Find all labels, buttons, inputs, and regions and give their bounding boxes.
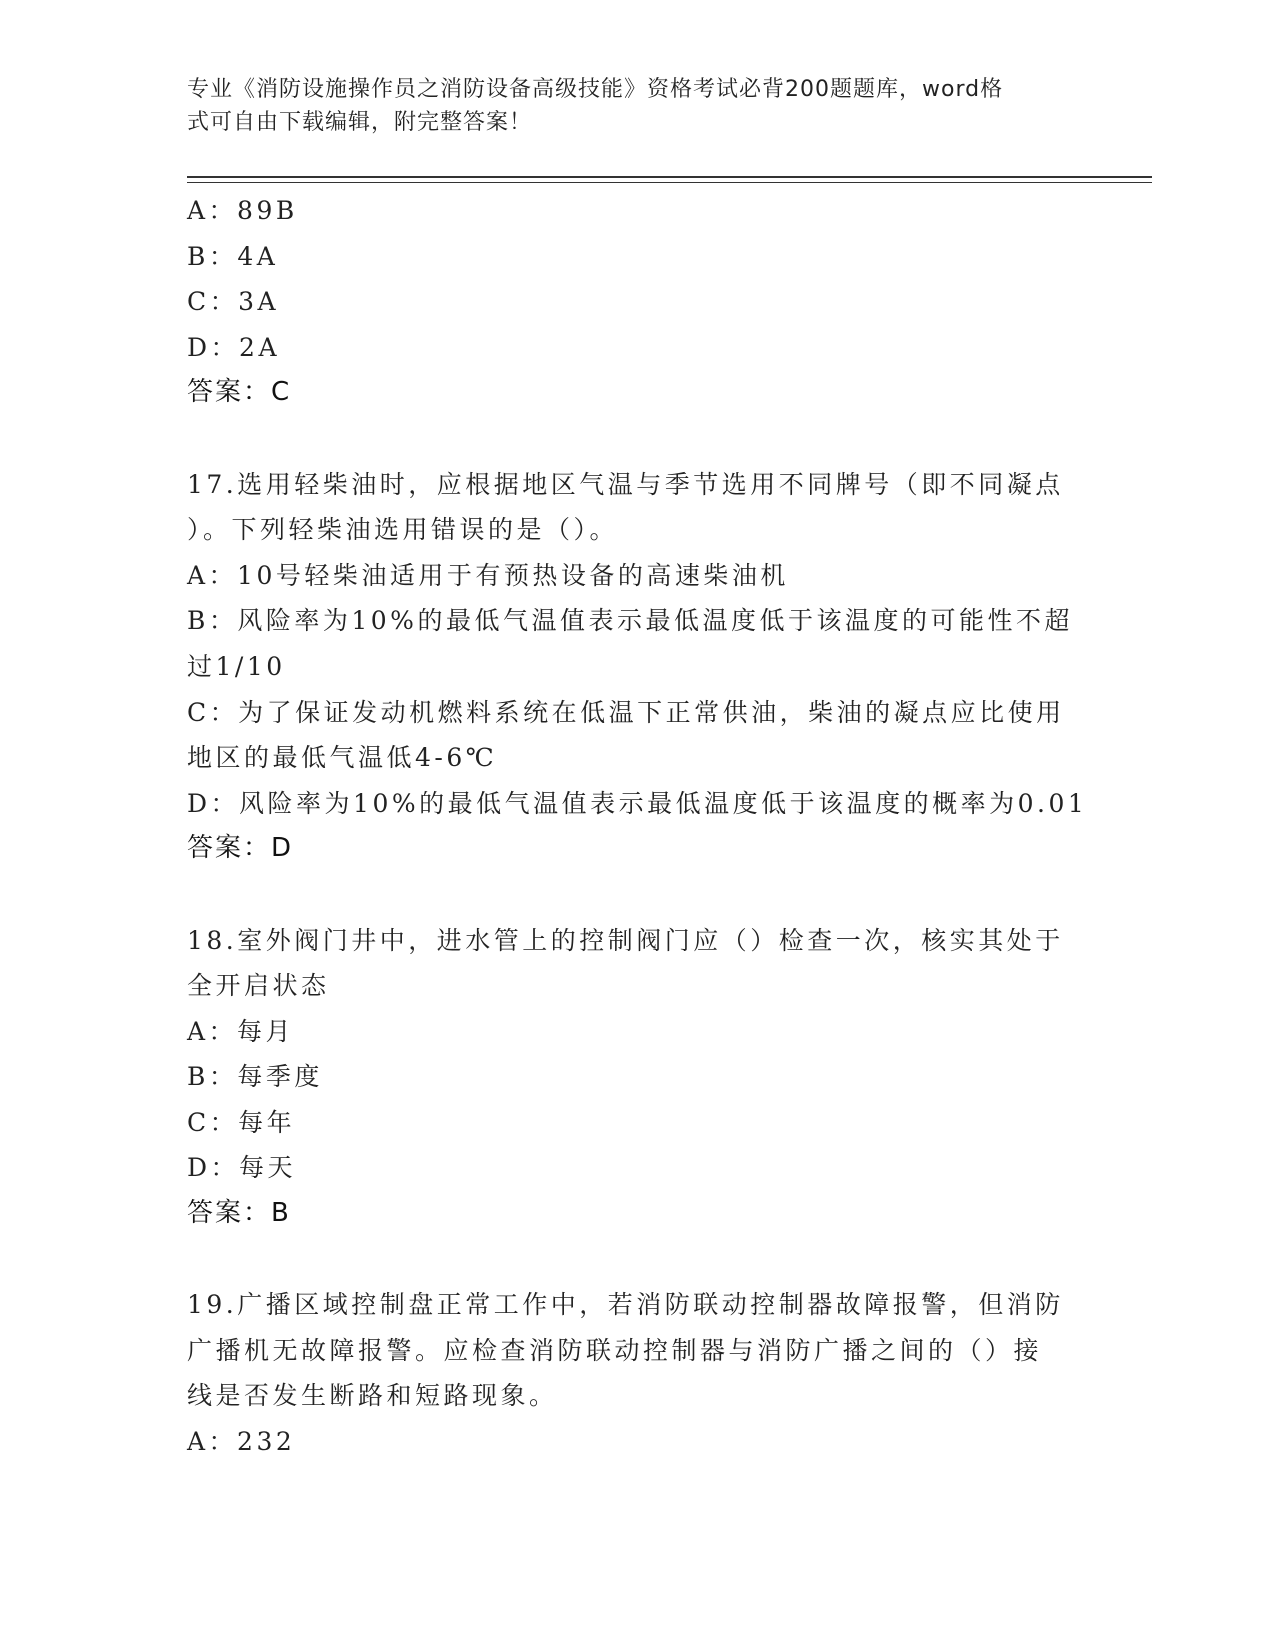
q17-answer: 答案：D (187, 833, 294, 864)
header-rule-thin (187, 182, 1152, 183)
q17-option-b-line-1: B：风险率为10%的最低气温值表示最低温度低于该温度的可能性不超 (187, 606, 1073, 636)
q17-option-c-line-1: C：为了保证发动机燃料系统在低温下正常供油，柴油的凝点应比使用 (187, 697, 1065, 727)
q17-option-a: A：10号轻柴油适用于有预热设备的高速柴油机 (187, 560, 789, 590)
q18-stem-line-1: 18.室外阀门井中，进水管上的控制阀门应（）检查一次，核实其处于 (187, 925, 1064, 955)
q16-option-d: D：2A (187, 332, 281, 362)
question-content (187, 188, 1087, 1465)
q18-answer: 答案：B (187, 1198, 291, 1229)
q16-option-c: C：3A (187, 287, 280, 317)
header-title-line-2: 式可自由下载编辑，附完整答案！ (187, 110, 533, 135)
q18-option-c: C：每年 (187, 1107, 296, 1137)
q17-option-c-line-2: 地区的最低气温低4-6℃ (187, 743, 498, 773)
question-19-block (187, 1282, 1087, 1464)
q17-option-d: D：风险率为10%的最低气温值表示最低温度低于该温度的概率为0.01 (187, 788, 1088, 818)
q19-stem-line-1: 19.广播区域控制盘正常工作中，若消防联动控制器故障报警，但消防 (187, 1290, 1064, 1320)
question-17-block (187, 462, 1087, 872)
question-16-block (187, 188, 1087, 416)
spacer (187, 416, 1087, 462)
q19-stem-line-3: 线是否发生断路和短路现象。 (187, 1381, 558, 1411)
q18-stem-line-2: 全开启状态 (187, 971, 330, 1001)
spacer (187, 1237, 1087, 1283)
q18-option-d: D：每天 (187, 1153, 297, 1183)
q17-stem-line-1: 17.选用轻柴油时，应根据地区气温与季节选用不同牌号（即不同凝点 (187, 469, 1064, 499)
page-header (187, 73, 1067, 139)
q19-stem-line-2: 广播机无故障报警。应检查消防联动控制器与消防广播之间的（）接 (187, 1335, 1043, 1365)
q16-option-b: B：4A (187, 241, 279, 271)
q17-option-b-line-2: 过1/10 (187, 651, 286, 681)
q18-option-b: B：每季度 (187, 1062, 323, 1092)
q17-stem-line-2: ）。下列轻柴油选用错误的是（）。 (187, 515, 619, 545)
header-rule-thick (187, 176, 1152, 178)
question-18-block (187, 918, 1087, 1237)
q16-option-a: A：89B (187, 196, 298, 225)
spacer (187, 872, 1087, 918)
q16-answer: 答案：C (187, 377, 292, 408)
q19-option-a: A：232 (187, 1427, 296, 1457)
q18-option-a: A：每月 (187, 1016, 295, 1046)
header-title-line-1: 专业《消防设施操作员之消防设备高级技能》资格考试必背200题题库，word格 (187, 77, 1004, 102)
